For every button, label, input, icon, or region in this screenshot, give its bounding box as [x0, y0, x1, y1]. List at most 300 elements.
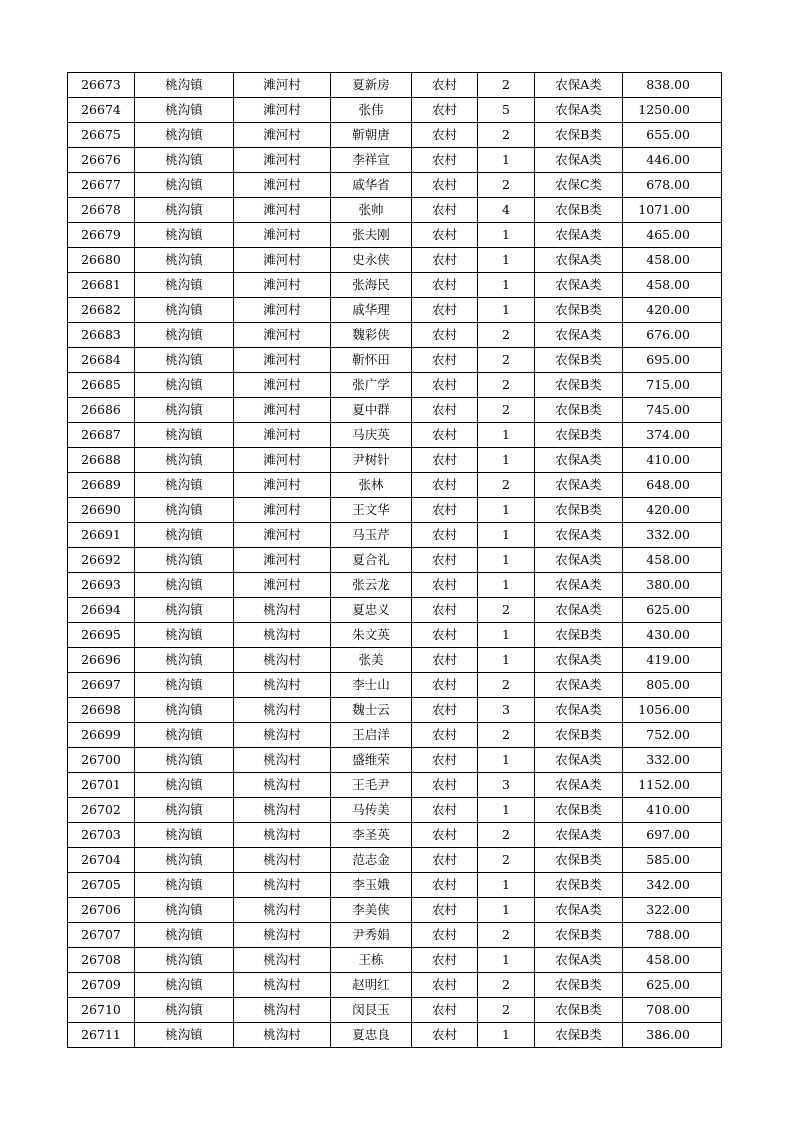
record-id-cell: 26673 [68, 73, 135, 98]
village-cell: 滩河村 [234, 373, 331, 398]
name-cell: 魏彩侠 [331, 323, 412, 348]
insurance-category-cell: 农保A类 [535, 823, 623, 848]
household-size-cell: 2 [478, 823, 535, 848]
table-row [68, 698, 722, 723]
insurance-category-cell: 农保A类 [535, 948, 623, 973]
insurance-category-cell: 农保B类 [535, 123, 623, 148]
village-cell: 滩河村 [234, 448, 331, 473]
household-size-cell: 2 [478, 123, 535, 148]
household-size-cell: 1 [478, 623, 535, 648]
insurance-category-cell: 农保C类 [535, 173, 623, 198]
town-cell: 桃沟镇 [135, 123, 234, 148]
record-id-cell: 26686 [68, 398, 135, 423]
name-cell: 朱文英 [331, 623, 412, 648]
household-size-cell: 2 [478, 473, 535, 498]
village-cell: 桃沟村 [234, 923, 331, 948]
table-row [68, 523, 722, 548]
insurance-category-cell: 农保A类 [535, 523, 623, 548]
table-row [68, 873, 722, 898]
town-cell: 桃沟镇 [135, 923, 234, 948]
insurance-category-cell: 农保A类 [535, 273, 623, 298]
amount-cell: 465.00 [623, 223, 722, 248]
record-id-cell: 26687 [68, 423, 135, 448]
name-cell: 李士山 [331, 673, 412, 698]
name-cell: 尹秀娟 [331, 923, 412, 948]
record-id-cell: 26689 [68, 473, 135, 498]
insurance-category-cell: 农保A类 [535, 223, 623, 248]
insurance-category-cell: 农保B类 [535, 923, 623, 948]
name-cell: 张云龙 [331, 573, 412, 598]
area-type-cell: 农村 [412, 898, 478, 923]
record-id-cell: 26691 [68, 523, 135, 548]
household-size-cell: 1 [478, 148, 535, 173]
town-cell: 桃沟镇 [135, 823, 234, 848]
table-row [68, 573, 722, 598]
table-row [68, 448, 722, 473]
area-type-cell: 农村 [412, 173, 478, 198]
insurance-category-cell: 农保A类 [535, 598, 623, 623]
record-id-cell: 26700 [68, 748, 135, 773]
town-cell: 桃沟镇 [135, 523, 234, 548]
insurance-category-cell: 农保B类 [535, 723, 623, 748]
name-cell: 马传美 [331, 798, 412, 823]
household-size-cell: 1 [478, 1023, 535, 1048]
village-cell: 桃沟村 [234, 973, 331, 998]
record-id-cell: 26676 [68, 148, 135, 173]
area-type-cell: 农村 [412, 273, 478, 298]
household-size-cell: 1 [478, 948, 535, 973]
village-cell: 滩河村 [234, 198, 331, 223]
town-cell: 桃沟镇 [135, 723, 234, 748]
name-cell: 范志金 [331, 848, 412, 873]
insurance-category-cell: 农保A类 [535, 648, 623, 673]
record-id-cell: 26705 [68, 873, 135, 898]
amount-cell: 1056.00 [623, 698, 722, 723]
area-type-cell: 农村 [412, 923, 478, 948]
record-id-cell: 26692 [68, 548, 135, 573]
insurance-category-cell: 农保A类 [535, 898, 623, 923]
table-row [68, 348, 722, 373]
village-cell: 桃沟村 [234, 798, 331, 823]
village-cell: 桃沟村 [234, 748, 331, 773]
record-id-cell: 26682 [68, 298, 135, 323]
record-id-cell: 26675 [68, 123, 135, 148]
insurance-category-cell: 农保B类 [535, 423, 623, 448]
name-cell: 戚华省 [331, 173, 412, 198]
household-size-cell: 1 [478, 548, 535, 573]
area-type-cell: 农村 [412, 398, 478, 423]
table-row [68, 848, 722, 873]
record-id-cell: 26711 [68, 1023, 135, 1048]
amount-cell: 458.00 [623, 948, 722, 973]
amount-cell: 322.00 [623, 898, 722, 923]
town-cell: 桃沟镇 [135, 248, 234, 273]
amount-cell: 332.00 [623, 523, 722, 548]
village-cell: 桃沟村 [234, 998, 331, 1023]
village-cell: 滩河村 [234, 98, 331, 123]
village-cell: 滩河村 [234, 473, 331, 498]
town-cell: 桃沟镇 [135, 198, 234, 223]
record-id-cell: 26702 [68, 798, 135, 823]
amount-cell: 625.00 [623, 973, 722, 998]
name-cell: 张林 [331, 473, 412, 498]
area-type-cell: 农村 [412, 373, 478, 398]
amount-cell: 745.00 [623, 398, 722, 423]
insurance-category-cell: 农保A类 [535, 673, 623, 698]
town-cell: 桃沟镇 [135, 448, 234, 473]
table-row [68, 973, 722, 998]
household-size-cell: 1 [478, 448, 535, 473]
name-cell: 马玉芹 [331, 523, 412, 548]
town-cell: 桃沟镇 [135, 848, 234, 873]
household-size-cell: 1 [478, 648, 535, 673]
area-type-cell: 农村 [412, 148, 478, 173]
name-cell: 夏中群 [331, 398, 412, 423]
area-type-cell: 农村 [412, 773, 478, 798]
village-cell: 滩河村 [234, 148, 331, 173]
household-size-cell: 1 [478, 248, 535, 273]
table-row [68, 173, 722, 198]
area-type-cell: 农村 [412, 648, 478, 673]
household-size-cell: 2 [478, 348, 535, 373]
name-cell: 张海民 [331, 273, 412, 298]
village-cell: 桃沟村 [234, 598, 331, 623]
insurance-category-cell: 农保B类 [535, 498, 623, 523]
table-row [68, 148, 722, 173]
table-row [68, 373, 722, 398]
household-size-cell: 2 [478, 323, 535, 348]
town-cell: 桃沟镇 [135, 673, 234, 698]
town-cell: 桃沟镇 [135, 998, 234, 1023]
amount-cell: 676.00 [623, 323, 722, 348]
area-type-cell: 农村 [412, 748, 478, 773]
amount-cell: 752.00 [623, 723, 722, 748]
table-row [68, 548, 722, 573]
insurance-category-cell: 农保B类 [535, 873, 623, 898]
insurance-category-cell: 农保A类 [535, 548, 623, 573]
town-cell: 桃沟镇 [135, 598, 234, 623]
record-id-cell: 26680 [68, 248, 135, 273]
village-cell: 滩河村 [234, 248, 331, 273]
household-size-cell: 2 [478, 848, 535, 873]
area-type-cell: 农村 [412, 348, 478, 373]
insurance-category-cell: 农保B类 [535, 348, 623, 373]
town-cell: 桃沟镇 [135, 73, 234, 98]
record-id-cell: 26684 [68, 348, 135, 373]
village-cell: 滩河村 [234, 398, 331, 423]
village-cell: 桃沟村 [234, 898, 331, 923]
household-size-cell: 2 [478, 73, 535, 98]
area-type-cell: 农村 [412, 1023, 478, 1048]
area-type-cell: 农村 [412, 698, 478, 723]
town-cell: 桃沟镇 [135, 973, 234, 998]
town-cell: 桃沟镇 [135, 948, 234, 973]
amount-cell: 430.00 [623, 623, 722, 648]
household-size-cell: 2 [478, 998, 535, 1023]
town-cell: 桃沟镇 [135, 398, 234, 423]
insurance-category-cell: 农保A类 [535, 448, 623, 473]
household-size-cell: 2 [478, 173, 535, 198]
town-cell: 桃沟镇 [135, 348, 234, 373]
record-id-cell: 26681 [68, 273, 135, 298]
insurance-category-cell: 农保A类 [535, 248, 623, 273]
amount-cell: 342.00 [623, 873, 722, 898]
household-size-cell: 2 [478, 973, 535, 998]
amount-cell: 625.00 [623, 598, 722, 623]
records-table [67, 72, 722, 1048]
name-cell: 李祥宣 [331, 148, 412, 173]
record-id-cell: 26698 [68, 698, 135, 723]
amount-cell: 788.00 [623, 923, 722, 948]
table-row [68, 1023, 722, 1048]
name-cell: 李圣英 [331, 823, 412, 848]
household-size-cell: 4 [478, 198, 535, 223]
name-cell: 赵明红 [331, 973, 412, 998]
town-cell: 桃沟镇 [135, 473, 234, 498]
town-cell: 桃沟镇 [135, 798, 234, 823]
name-cell: 张美 [331, 648, 412, 673]
village-cell: 滩河村 [234, 498, 331, 523]
table-row [68, 223, 722, 248]
village-cell: 桃沟村 [234, 673, 331, 698]
amount-cell: 648.00 [623, 473, 722, 498]
record-id-cell: 26688 [68, 448, 135, 473]
insurance-category-cell: 农保B类 [535, 623, 623, 648]
insurance-category-cell: 农保A类 [535, 698, 623, 723]
table-row [68, 298, 722, 323]
table-row [68, 748, 722, 773]
household-size-cell: 3 [478, 773, 535, 798]
town-cell: 桃沟镇 [135, 498, 234, 523]
name-cell: 闵艮玉 [331, 998, 412, 1023]
amount-cell: 697.00 [623, 823, 722, 848]
area-type-cell: 农村 [412, 223, 478, 248]
town-cell: 桃沟镇 [135, 748, 234, 773]
name-cell: 夏忠良 [331, 1023, 412, 1048]
area-type-cell: 农村 [412, 323, 478, 348]
record-id-cell: 26696 [68, 648, 135, 673]
amount-cell: 678.00 [623, 173, 722, 198]
record-id-cell: 26695 [68, 623, 135, 648]
village-cell: 滩河村 [234, 573, 331, 598]
village-cell: 滩河村 [234, 548, 331, 573]
insurance-category-cell: 农保B类 [535, 848, 623, 873]
name-cell: 靳怀田 [331, 348, 412, 373]
household-size-cell: 1 [478, 423, 535, 448]
area-type-cell: 农村 [412, 798, 478, 823]
town-cell: 桃沟镇 [135, 873, 234, 898]
record-id-cell: 26708 [68, 948, 135, 973]
town-cell: 桃沟镇 [135, 373, 234, 398]
name-cell: 王栋 [331, 948, 412, 973]
table-row [68, 823, 722, 848]
name-cell: 王文华 [331, 498, 412, 523]
table-row [68, 773, 722, 798]
record-id-cell: 26699 [68, 723, 135, 748]
insurance-category-cell: 农保A类 [535, 148, 623, 173]
household-size-cell: 2 [478, 673, 535, 698]
town-cell: 桃沟镇 [135, 1023, 234, 1048]
town-cell: 桃沟镇 [135, 698, 234, 723]
insurance-category-cell: 农保A类 [535, 748, 623, 773]
amount-cell: 386.00 [623, 1023, 722, 1048]
village-cell: 桃沟村 [234, 873, 331, 898]
amount-cell: 838.00 [623, 73, 722, 98]
amount-cell: 458.00 [623, 548, 722, 573]
table-row [68, 798, 722, 823]
record-id-cell: 26683 [68, 323, 135, 348]
area-type-cell: 农村 [412, 673, 478, 698]
area-type-cell: 农村 [412, 623, 478, 648]
table-row [68, 723, 722, 748]
village-cell: 滩河村 [234, 173, 331, 198]
insurance-category-cell: 农保A类 [535, 473, 623, 498]
insurance-category-cell: 农保A类 [535, 73, 623, 98]
village-cell: 桃沟村 [234, 698, 331, 723]
insurance-category-cell: 农保B类 [535, 973, 623, 998]
table-row [68, 498, 722, 523]
area-type-cell: 农村 [412, 248, 478, 273]
name-cell: 马庆英 [331, 423, 412, 448]
table-row [68, 98, 722, 123]
village-cell: 滩河村 [234, 298, 331, 323]
table-row [68, 473, 722, 498]
amount-cell: 420.00 [623, 298, 722, 323]
area-type-cell: 农村 [412, 973, 478, 998]
name-cell: 王毛尹 [331, 773, 412, 798]
record-id-cell: 26690 [68, 498, 135, 523]
household-size-cell: 1 [478, 798, 535, 823]
village-cell: 桃沟村 [234, 648, 331, 673]
household-size-cell: 2 [478, 923, 535, 948]
insurance-category-cell: 农保B类 [535, 998, 623, 1023]
name-cell: 戚华理 [331, 298, 412, 323]
record-id-cell: 26693 [68, 573, 135, 598]
area-type-cell: 农村 [412, 548, 478, 573]
name-cell: 史永侠 [331, 248, 412, 273]
amount-cell: 1071.00 [623, 198, 722, 223]
insurance-category-cell: 农保A类 [535, 573, 623, 598]
name-cell: 张伟 [331, 98, 412, 123]
record-id-cell: 26674 [68, 98, 135, 123]
village-cell: 滩河村 [234, 323, 331, 348]
table-row [68, 273, 722, 298]
insurance-category-cell: 农保A类 [535, 323, 623, 348]
insurance-category-cell: 农保A类 [535, 98, 623, 123]
record-id-cell: 26706 [68, 898, 135, 923]
village-cell: 滩河村 [234, 273, 331, 298]
name-cell: 盛维荣 [331, 748, 412, 773]
area-type-cell: 农村 [412, 448, 478, 473]
town-cell: 桃沟镇 [135, 648, 234, 673]
household-size-cell: 1 [478, 523, 535, 548]
amount-cell: 410.00 [623, 448, 722, 473]
household-size-cell: 2 [478, 373, 535, 398]
insurance-category-cell: 农保B类 [535, 373, 623, 398]
village-cell: 桃沟村 [234, 823, 331, 848]
table-row [68, 673, 722, 698]
area-type-cell: 农村 [412, 823, 478, 848]
amount-cell: 1152.00 [623, 773, 722, 798]
town-cell: 桃沟镇 [135, 548, 234, 573]
town-cell: 桃沟镇 [135, 623, 234, 648]
household-size-cell: 1 [478, 223, 535, 248]
town-cell: 桃沟镇 [135, 773, 234, 798]
table-row [68, 998, 722, 1023]
amount-cell: 585.00 [623, 848, 722, 873]
household-size-cell: 2 [478, 723, 535, 748]
insurance-category-cell: 农保B类 [535, 798, 623, 823]
record-id-cell: 26678 [68, 198, 135, 223]
amount-cell: 420.00 [623, 498, 722, 523]
amount-cell: 446.00 [623, 148, 722, 173]
village-cell: 桃沟村 [234, 773, 331, 798]
town-cell: 桃沟镇 [135, 273, 234, 298]
table-row [68, 923, 722, 948]
town-cell: 桃沟镇 [135, 223, 234, 248]
record-id-cell: 26677 [68, 173, 135, 198]
area-type-cell: 农村 [412, 573, 478, 598]
name-cell: 张夫刚 [331, 223, 412, 248]
insurance-category-cell: 农保B类 [535, 198, 623, 223]
record-id-cell: 26709 [68, 973, 135, 998]
village-cell: 滩河村 [234, 73, 331, 98]
insurance-category-cell: 农保A类 [535, 773, 623, 798]
table-row [68, 598, 722, 623]
village-cell: 桃沟村 [234, 723, 331, 748]
name-cell: 夏忠义 [331, 598, 412, 623]
town-cell: 桃沟镇 [135, 98, 234, 123]
name-cell: 靳朝唐 [331, 123, 412, 148]
amount-cell: 655.00 [623, 123, 722, 148]
area-type-cell: 农村 [412, 423, 478, 448]
household-size-cell: 1 [478, 273, 535, 298]
amount-cell: 374.00 [623, 423, 722, 448]
amount-cell: 708.00 [623, 998, 722, 1023]
household-size-cell: 1 [478, 873, 535, 898]
insurance-category-cell: 农保B类 [535, 1023, 623, 1048]
village-cell: 桃沟村 [234, 1023, 331, 1048]
name-cell: 夏合礼 [331, 548, 412, 573]
household-size-cell: 2 [478, 398, 535, 423]
area-type-cell: 农村 [412, 723, 478, 748]
household-size-cell: 3 [478, 698, 535, 723]
household-size-cell: 5 [478, 98, 535, 123]
table-row [68, 198, 722, 223]
household-size-cell: 1 [478, 898, 535, 923]
amount-cell: 332.00 [623, 748, 722, 773]
area-type-cell: 农村 [412, 498, 478, 523]
record-id-cell: 26694 [68, 598, 135, 623]
records-table-body [68, 73, 722, 1048]
village-cell: 滩河村 [234, 348, 331, 373]
record-id-cell: 26679 [68, 223, 135, 248]
name-cell: 尹树针 [331, 448, 412, 473]
village-cell: 滩河村 [234, 223, 331, 248]
area-type-cell: 农村 [412, 298, 478, 323]
record-id-cell: 26707 [68, 923, 135, 948]
amount-cell: 1250.00 [623, 98, 722, 123]
table-row [68, 423, 722, 448]
village-cell: 桃沟村 [234, 948, 331, 973]
record-id-cell: 26710 [68, 998, 135, 1023]
town-cell: 桃沟镇 [135, 173, 234, 198]
table-row [68, 248, 722, 273]
amount-cell: 380.00 [623, 573, 722, 598]
insurance-category-cell: 农保B类 [535, 298, 623, 323]
area-type-cell: 农村 [412, 123, 478, 148]
area-type-cell: 农村 [412, 98, 478, 123]
